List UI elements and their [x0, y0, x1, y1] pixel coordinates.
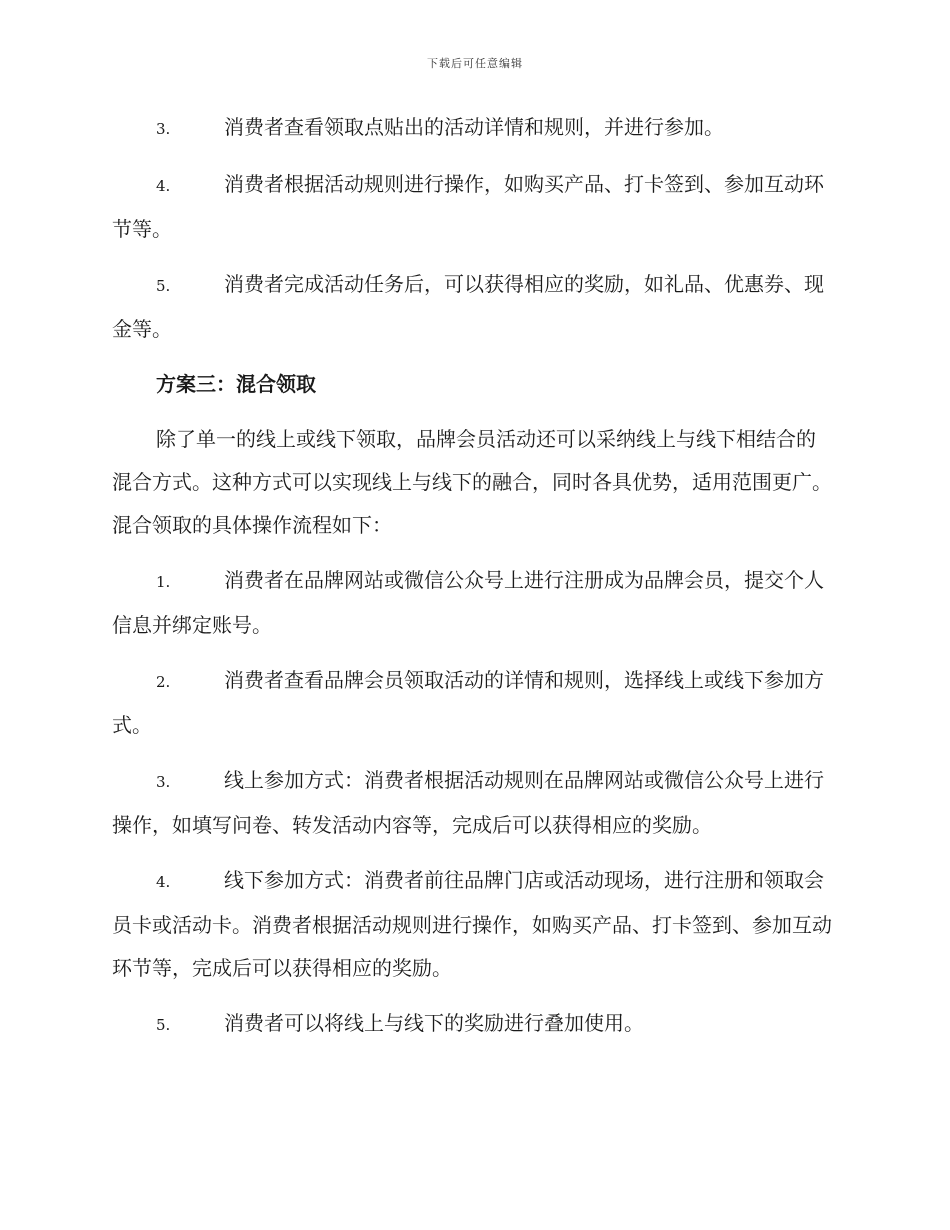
- list-item-number: 3.: [156, 773, 171, 791]
- list-item-number: 4.: [156, 873, 171, 891]
- header-note: 下载后可任意编辑: [427, 57, 523, 70]
- list-item-number: 5.: [156, 1016, 171, 1034]
- list-item-number: 5.: [156, 277, 171, 295]
- document-body: [112, 106, 834, 1059]
- list-item-text: 消费者根据活动规则进行操作，如购买产品、打卡签到、参加互动环节等。: [112, 172, 824, 241]
- list-item: [112, 263, 834, 351]
- list-item-number: 4.: [156, 177, 171, 195]
- section-heading: 方案三：混合领取: [156, 372, 316, 396]
- list-item: [112, 1002, 834, 1047]
- list-item-text: 消费者查看领取点贴出的活动详情和规则，并进行参加。: [224, 115, 724, 139]
- list-item: [112, 759, 834, 847]
- list-item: [112, 859, 834, 990]
- list-item-number: 2.: [156, 673, 171, 691]
- list-item: [112, 106, 834, 151]
- list-item-text: 消费者可以将线上与线下的奖励进行叠加使用。: [224, 1011, 644, 1035]
- list-item: [112, 163, 834, 251]
- list-item-text: 线上参加方式：消费者根据活动规则在品牌网站或微信公众号上进行操作，如填写问卷、转发活动内容等，完成后可以获得相应的奖励。: [112, 768, 824, 837]
- list-item-number: 1.: [156, 573, 171, 591]
- list-item-number: 3.: [156, 120, 171, 138]
- list-item: [112, 559, 834, 647]
- list-item-text: 消费者在品牌网站或微信公众号上进行注册成为品牌会员，提交个人信息并绑定账号。: [112, 568, 824, 637]
- list-item: [112, 659, 834, 747]
- list-item-text: 消费者完成活动任务后，可以获得相应的奖励，如礼品、优惠券、现金等。: [112, 272, 824, 341]
- intro-paragraph: 除了单一的线上或线下领取，品牌会员活动还可以采纳线上与线下相结合的混合方式。这种方式可以实现线上与线下的融合，同时各具优势，适用范围更广。混合领取的具体操作流程如下：: [112, 427, 832, 537]
- list-item-text: 线下参加方式：消费者前往品牌门店或活动现场，进行注册和领取会员卡或活动卡。消费者根据活动规则进行操作，如购买产品、打卡签到、参加互动环节等，完成后可以获得相应的奖励。: [112, 868, 832, 980]
- list-item-text: 消费者查看品牌会员领取活动的详情和规则，选择线上或线下参加方式。: [112, 668, 824, 737]
